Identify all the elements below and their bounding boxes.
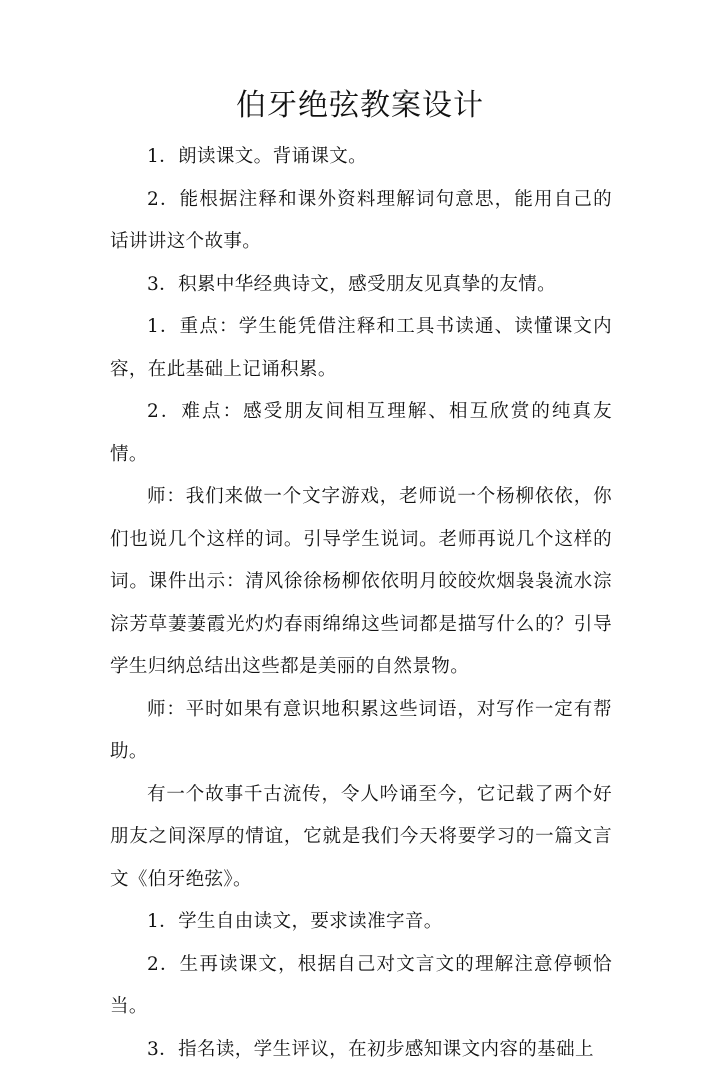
paragraph-step-3: 3．指名读，学生评议，在初步感知课文内容的基础上 xyxy=(110,1029,612,1071)
document-body xyxy=(110,136,612,1071)
paragraph-story-intro: 有一个故事千古流传，令人吟诵至今，它记载了两个好朋友之间深厚的情谊，它就是我们今天将要学习的一篇文言文《伯牙绝弦》。 xyxy=(110,774,612,902)
paragraph-objective-2: 2．能根据注释和课外资料理解词句意思，能用自己的话讲讲这个故事。 xyxy=(110,179,612,264)
paragraph-key-point: 1．重点：学生能凭借注释和工具书读通、读懂课文内容，在此基础上记诵积累。 xyxy=(110,306,612,391)
paragraph-step-1: 1．学生自由读文，要求读准字音。 xyxy=(110,901,612,944)
document-title: 伯牙绝弦教案设计 xyxy=(0,84,720,128)
paragraph-accumulate: 师：平时如果有意识地积累这些词语，对写作一定有帮助。 xyxy=(110,689,612,774)
paragraph-difficulty: 2．难点：感受朋友间相互理解、相互欣赏的纯真友情。 xyxy=(110,391,612,476)
paragraph-step-2: 2．生再读课文，根据自己对文言文的理解注意停顿恰当。 xyxy=(110,944,612,1029)
paragraph-objective-1: 1．朗读课文。背诵课文。 xyxy=(110,136,612,179)
paragraph-objective-3: 3．积累中华经典诗文，感受朋友见真挚的友情。 xyxy=(110,264,612,307)
paragraph-word-game: 师：我们来做一个文字游戏，老师说一个杨柳依依，你们也说几个这样的词。引导学生说词。老师再说几个这样的词。课件出示：清风徐徐杨柳依依明月皎皎炊烟袅袅流水淙淙芳草萋萋霞光灼灼春雨绵绵这些词都是描写什么的？引导学生归纳总结出这些都是美丽的自然景物。 xyxy=(110,476,612,689)
